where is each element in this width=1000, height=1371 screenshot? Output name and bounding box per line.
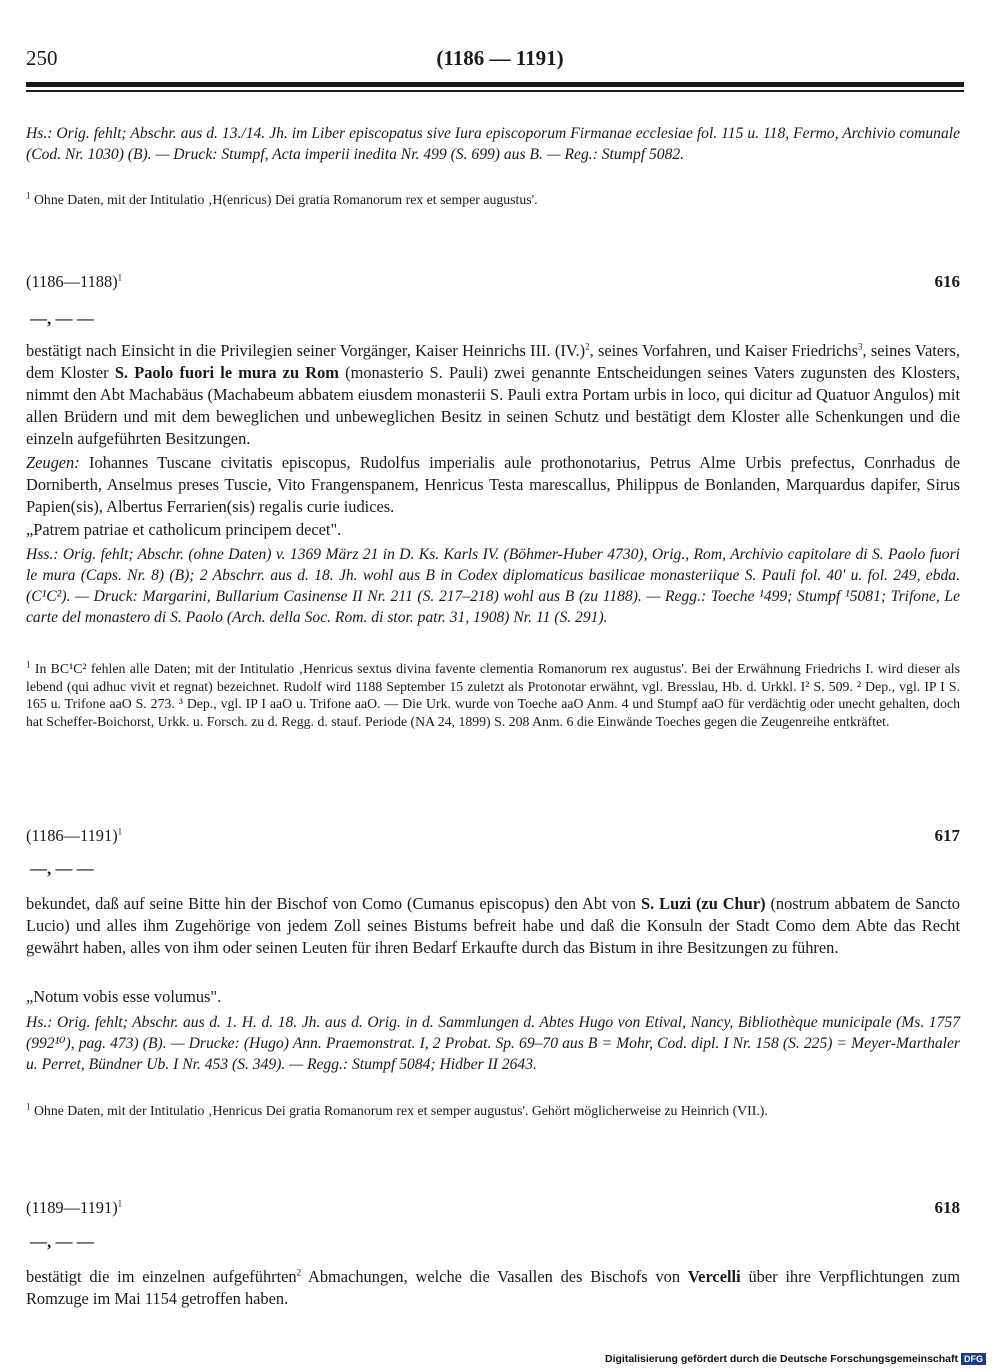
entry-618-place-date: —, — — — [30, 1232, 94, 1251]
body-text: Abmachungen, welche die Vasallen des Bischofs von — [301, 1267, 688, 1286]
footnote-marker: 2 — [585, 341, 590, 352]
entry-date-text: (1189—1191) — [26, 1198, 118, 1217]
witnesses-text: Iohannes Tuscane civitatis episcopus, Rudolfus imperialis aule prothonotarius, Petrus Alme Urbis prefectus, Conrhadus de Dorniberth, Anselmus preses Tuscie, Vito Frangenspanem, Henricus Testa marescallus, Philippus de Bonlanden, Marquardus dapifer, Sirus Papien(sis), Albertus Ferrarien(sis) regalis curie iudices. — [26, 453, 960, 516]
top-sources — [26, 123, 960, 165]
entry-616-footnotes — [26, 660, 960, 730]
footnote-marker: 1 — [26, 1101, 31, 1112]
entry-616-date — [26, 272, 122, 292]
entry-617-date — [26, 826, 122, 846]
body-text: (monasterio S. Pauli) zwei genannte Entscheidungen seines Vaters zugunsten des Klosters, nimmt den Abt Machabäus (Machabeum abbatem eiusdem monasterii S. Pauli extra Portam urbis in loco, qui dicitur ad Quatuor Angulos) mit allen Brüdern und mit dem beweglichen und unbeweglichen Besitz in seinen Schutz und bestätigt dem Kloster alle Schenkungen und die einzeln aufgeführten Besitzungen. — [26, 363, 960, 448]
entry-618-date — [26, 1198, 122, 1218]
footnote-marker: 3 — [858, 341, 863, 352]
footer-text: Digitalisierung gefördert durch die Deutsche Forschungsgemeinschaft — [605, 1353, 958, 1365]
entry-616-sources: Hss.: Orig. fehlt; Abschr. (ohne Daten) v. 1369 März 21 in D. Ks. Karls IV. (Böhmer-Huber 4730), Orig., Rom, Archivio capitolare di S. Paolo fuori le mura (Caps. Nr. 8) (B); 2 Abschrr. aus d. 18. Jh. wohl aus B in Codex diplomaticus basilicae monasteriique S. Pauli fol. 40' u. fol. 249, ebda. (C¹C²). — Druck: Margarini, Bullarium Casinense II Nr. 211 (S. 217–218) wohl aus B (zu 1188). — Regg.: Toeche ¹499; Stumpf ¹5081; Trifone, Le carte del monastero di S. Paolo (Arch. della Soc. Rom. di stor. patr. 31, 1908) Nr. 11 (S. 291). — [26, 546, 960, 626]
footnote-marker: 1 — [26, 659, 31, 670]
body-text: bestätigt die im einzelnen aufgeführten — [26, 1267, 297, 1286]
entry-617-incipit: „Notum vobis esse volumus". — [26, 987, 222, 1006]
body-text: , seines Vaters, dem Kloster — [26, 341, 960, 382]
witnesses-label: Zeugen: — [26, 453, 80, 472]
entry-616-incipit: „Patrem patriae et catholicum principem decet". — [26, 520, 342, 539]
entry-617-sources: Hs.: Orig. fehlt; Abschr. aus d. 1. H. d. 18. Jh. aus d. Orig. in d. Sammlungen d. Abtes Hugo von Etival, Nancy, Bibliothèque municipale (Ms. 1757 (992¹⁰), pag. 473) (B). — Drucke: (Hugo) Ann. Praemonstrat. I, 2 Probat. Sp. 69–70 aus B = Mohr, Cod. dipl. I Nr. 158 (S. 225) = Meyer-Marthaler u. Perret, Bündner Ub. I Nr. 453 (S. 349). — Regg.: Stumpf 5084; Hidber II 2643. — [26, 1014, 960, 1073]
footnote-marker: 1 — [26, 190, 31, 201]
entry-617-body — [26, 893, 960, 959]
body-text: über ihre Verpflichtungen zum Romzuge im Mai 1154 getroffen haben. — [26, 1267, 960, 1308]
top-footnote — [26, 191, 960, 209]
place-name: Vercelli — [687, 1267, 741, 1286]
entry-617-number: 617 — [934, 826, 960, 845]
page-number: 250 — [26, 46, 58, 70]
dfg-logo: DFG — [961, 1353, 986, 1365]
running-title: (1186 — 1191) — [436, 46, 564, 70]
footnote-marker: 1 — [117, 826, 123, 837]
body-text: (nostrum abbatem de Sancto Lucio) und alles ihm Zugehörige von jedem Zoll seines Bistums befreit habe und daß die Konsuln der Stadt Como dem Abte das Recht gewährt haben, alles von ihm oder seinen Leuten für ihren Bedarf Erkaufte durch das Bistum in ihre Besitzungen zu führen. — [26, 894, 960, 957]
entry-date-text: (1186—1191) — [26, 826, 118, 845]
footnote-text: In BC¹C² fehlen alle Daten; mit der Intitulatio ‚Henricus sextus divina favente clementia Romanorum rex augustus'. Bei der Erwähnung Friedrichs I. wird dieser als lebend (qui adhuc vivit et regnat) bezeichnet. Rudolf wird 1188 September 15 zuletzt als Protonotar erwähnt, vgl. Bresslau, Hb. d. Urkkl. I² S. 509. ² Dep., vgl. IP I S. 165 u. Trifone aaO S. 273. ³ Dep., vgl. IP I aaO u. Trifone aaO. — Die Urk. wurde von Toeche aaO Anm. 4 und Stumpf aaO für verdächtig oder unecht gehalten, doch hat Scheffer-Boichorst, Urkk. u. Forsch. zu d. Regg. d. stauf. Periode (NA 24, 1899) S. 208 Anm. 6 die Einwände Toeches gegen die Zeugenreihe entkräftet. — [26, 661, 960, 729]
entry-618-number: 618 — [934, 1198, 960, 1217]
footnote-marker: 1 — [117, 272, 123, 283]
entry-616-place-date: —, — — — [30, 309, 94, 328]
dfg-footer — [605, 1353, 986, 1365]
recipient-name: S. Paolo fuori le mura zu Rom — [114, 363, 339, 382]
entry-616-witnesses — [26, 452, 960, 518]
recipient-name: S. Luzi (zu Chur) — [641, 894, 766, 913]
entry-617-footnote — [26, 1102, 960, 1120]
top-sources-text: Hs.: Orig. fehlt; Abschr. aus d. 13./14. Jh. im Liber episcopatus sive Iura episcoporum Firmanae ecclesiae fol. 115 u. 118, Fermo, Archivio comunale (Cod. Nr. 1030) (B). — Druck: Stumpf, Acta imperii inedita Nr. 499 (S. 699) aus B. — Reg.: Stumpf 5082. — [26, 125, 960, 163]
body-text: bekundet, daß auf seine Bitte hin der Bischof von Como (Cumanus episcopus) den Abt von — [26, 894, 642, 913]
entry-616-number: 616 — [934, 272, 960, 291]
entry-date-text: (1186—1188) — [26, 272, 118, 291]
body-text: , seines Vorfahren, und Kaiser Friedrichs — [589, 341, 859, 360]
footnote-marker: 2 — [296, 1267, 302, 1278]
top-footnote-text: Ohne Daten, mit der Intitulatio ‚H(enricus) Dei gratia Romanorum rex et semper augustus'. — [33, 192, 538, 207]
header-rule-thin — [26, 90, 964, 92]
entry-616-body — [26, 340, 960, 450]
footnote-text: Ohne Daten, mit der Intitulatio ‚Henricus Dei gratia Romanorum rex et semper augustus'. Gehört möglicherweise zu Heinrich (VII.). — [33, 1103, 768, 1118]
footnote-marker: 1 — [117, 1198, 123, 1209]
header-rule-thick — [26, 82, 964, 87]
body-text: bestätigt nach Einsicht in die Privilegien seiner Vorgänger, Kaiser Heinrichs III. (IV.) — [26, 341, 586, 360]
entry-618-body — [26, 1266, 960, 1310]
entry-617-place-date: —, — — — [30, 859, 94, 878]
